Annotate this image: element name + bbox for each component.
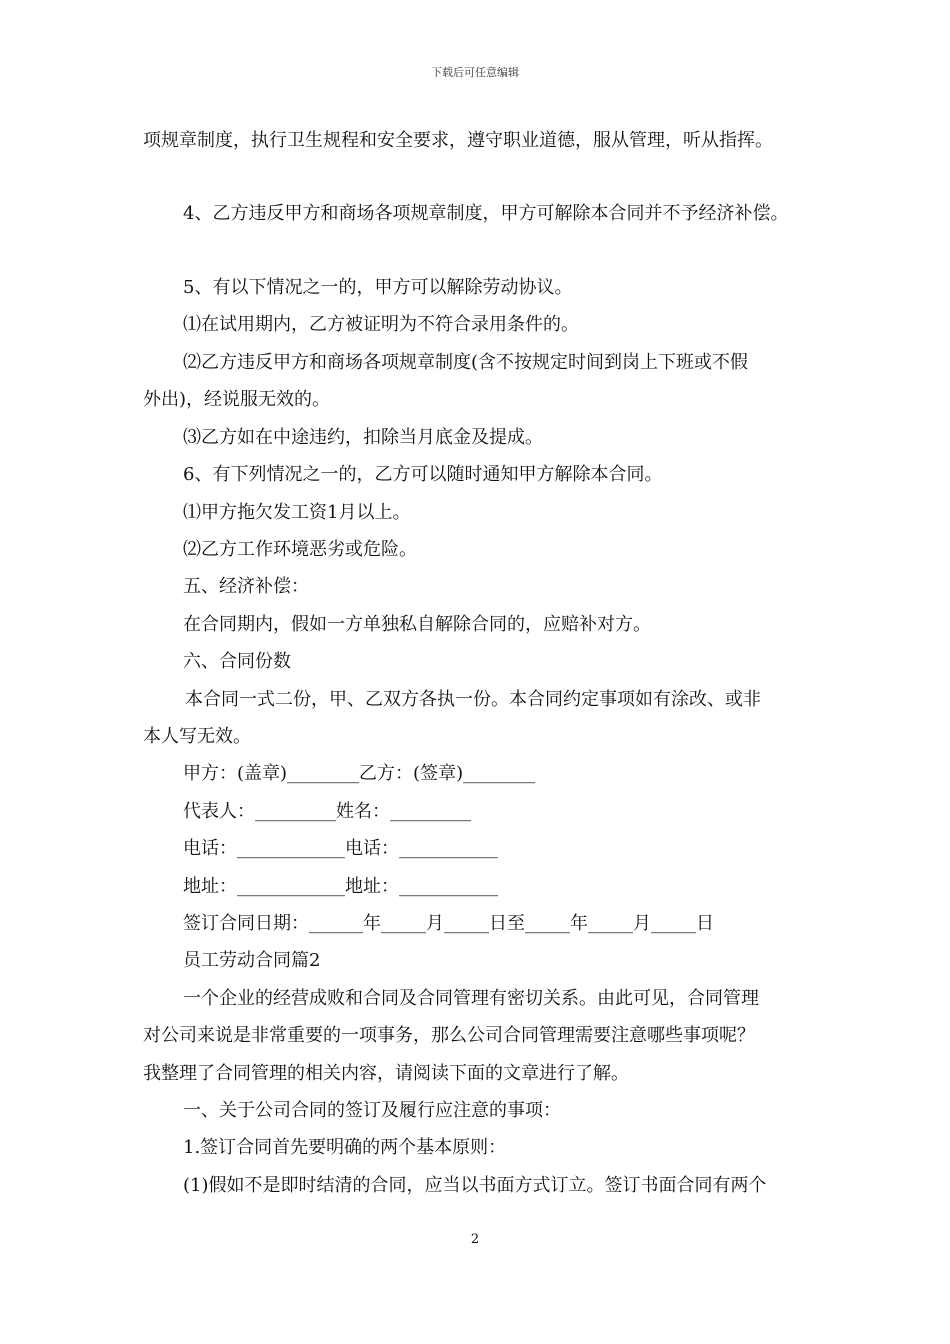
body-line: 5、有以下情况之一的，甲方可以解除劳动协议。 bbox=[183, 277, 573, 298]
section-heading: 一、关于公司合同的签订及履行应注意的事项： bbox=[183, 1100, 561, 1121]
body-line: ⑶乙方如在中途违约，扣除当月底金及提成。 bbox=[183, 427, 543, 448]
signature-line: 甲方：(盖章)________乙方：(签章)________ bbox=[183, 763, 536, 784]
body-line: ⑴甲方拖欠发工资1月以上。 bbox=[183, 502, 411, 523]
body-line: 本合同一式二份，甲、乙双方各执一份。本合同约定事项如有涂改、或非 bbox=[185, 689, 761, 710]
section-heading: 员工劳动合同篇2 bbox=[183, 950, 321, 971]
section-heading: 五、经济补偿： bbox=[183, 576, 309, 597]
body-line: ⑵乙方违反甲方和商场各项规章制度(含不按规定时间到岗上下班或不假 bbox=[183, 352, 749, 373]
body-line: 4、乙方违反甲方和商场各项规章制度，甲方可解除本合同并不予经济补偿。 bbox=[183, 203, 789, 224]
body-line: ⑴在试用期内，乙方被证明为不符合录用条件的。 bbox=[183, 314, 579, 335]
section-heading: 六、合同份数 bbox=[183, 651, 291, 672]
body-line: (1)假如不是即时结清的合同，应当以书面方式订立。签订书面合同有两个 bbox=[183, 1175, 767, 1196]
body-line: 项规章制度，执行卫生规程和安全要求，遵守职业道德，服从管理，听从指挥。 bbox=[143, 130, 773, 151]
body-line: ⑵乙方工作环境恶劣或危险。 bbox=[183, 539, 417, 560]
body-line: 1.签订合同首先要明确的两个基本原则： bbox=[183, 1137, 507, 1158]
body-line: 在合同期内，假如一方单独私自解除合同的，应赔补对方。 bbox=[183, 614, 651, 635]
page-number: 2 bbox=[470, 1232, 480, 1247]
body-line: 外出)，经说服无效的。 bbox=[143, 389, 331, 410]
signature-line: 代表人：_________姓名：_________ bbox=[183, 801, 471, 822]
body-line: 我整理了合同管理的相关内容，请阅读下面的文章进行了解。 bbox=[143, 1063, 629, 1084]
page-header: 下载后可任意编辑 bbox=[431, 66, 519, 79]
body-line: 6、有下列情况之一的，乙方可以随时通知甲方解除本合同。 bbox=[183, 464, 663, 485]
signature-line: 签订合同日期：______年_____月_____日至_____年_____月_____日 bbox=[183, 913, 714, 934]
body-line: 一个企业的经营成败和合同及合同管理有密切关系。由此可见，合同管理 bbox=[183, 988, 759, 1009]
signature-line: 地址：____________地址：___________ bbox=[183, 876, 498, 897]
signature-line: 电话：____________电话：___________ bbox=[183, 838, 498, 859]
body-line: 本人写无效。 bbox=[143, 726, 251, 747]
body-line: 对公司来说是非常重要的一项事务，那么公司合同管理需要注意哪些事项呢？ bbox=[143, 1025, 755, 1046]
